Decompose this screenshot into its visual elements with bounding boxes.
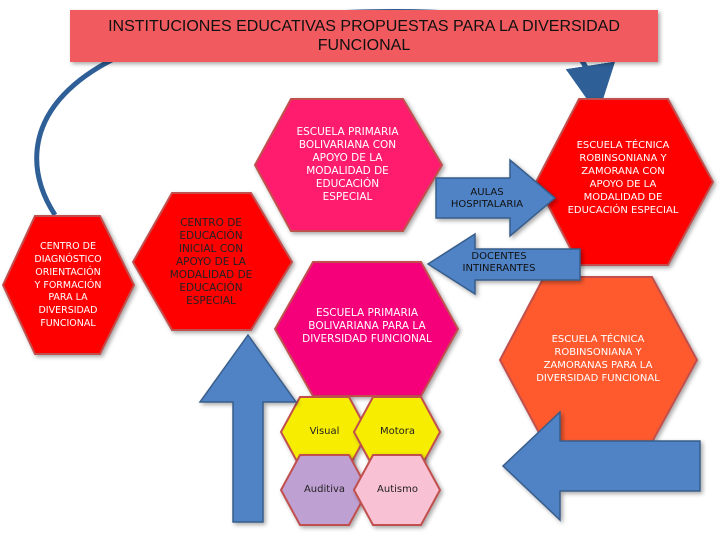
category-visual-label: Visual [309,425,340,437]
arrow-up-left [200,335,296,522]
category-auditiva-label: Auditiva [303,483,346,495]
category-motora-label: Motora [379,425,416,437]
category-autismo-label: Autismo [377,483,418,495]
escuela-primaria-apoyo-label: ESCUELA PRIMARIA BOLIVARIANA CON APOYO DE LA MODALIDAD DE EDUCACIÓN ESPECIAL [296,125,399,203]
escuela-primaria-diversidad-label: ESCUELA PRIMARIA BOLIVARIANA PARA LA DIVERSIDAD FUNCIONAL [302,306,432,345]
centro-diagnostico-label: CENTRO DE DIAGNÓSTICO ORIENTACIÓN Y FORMACIÓN PARA LA DIVERSIDAD FUNCIONAL [34,241,102,329]
page-title: INSTITUCIONES EDUCATIVAS PROPUESTAS PARA LA DIVERSIDAD FUNCIONAL [70,10,658,62]
aulas-hospitalaria-label: AULAS HOSPITALARIA [450,186,524,210]
escuela-tecnica-apoyo-label: ESCUELA TÉCNICA ROBINSONIANA Y ZAMORANA CON APOYO DE LA MODALIDAD DE EDUCACIÓN ESPECIAL [567,140,679,216]
docentes-itinerantes-label: DOCENTES INTINERANTES [462,250,536,274]
centro-inicial-label: CENTRO DE EDUCACIÓN INICIAL CON APOYO DE LA MODALIDAD DE EDUCACIÓN ESPECIAL [169,216,253,307]
escuela-tecnica-diversidad-label: ESCUELA TÉCNICA ROBINSONIANA Y ZAMORANAS PARA LA DIVERSIDAD FUNCIONAL [536,334,660,384]
